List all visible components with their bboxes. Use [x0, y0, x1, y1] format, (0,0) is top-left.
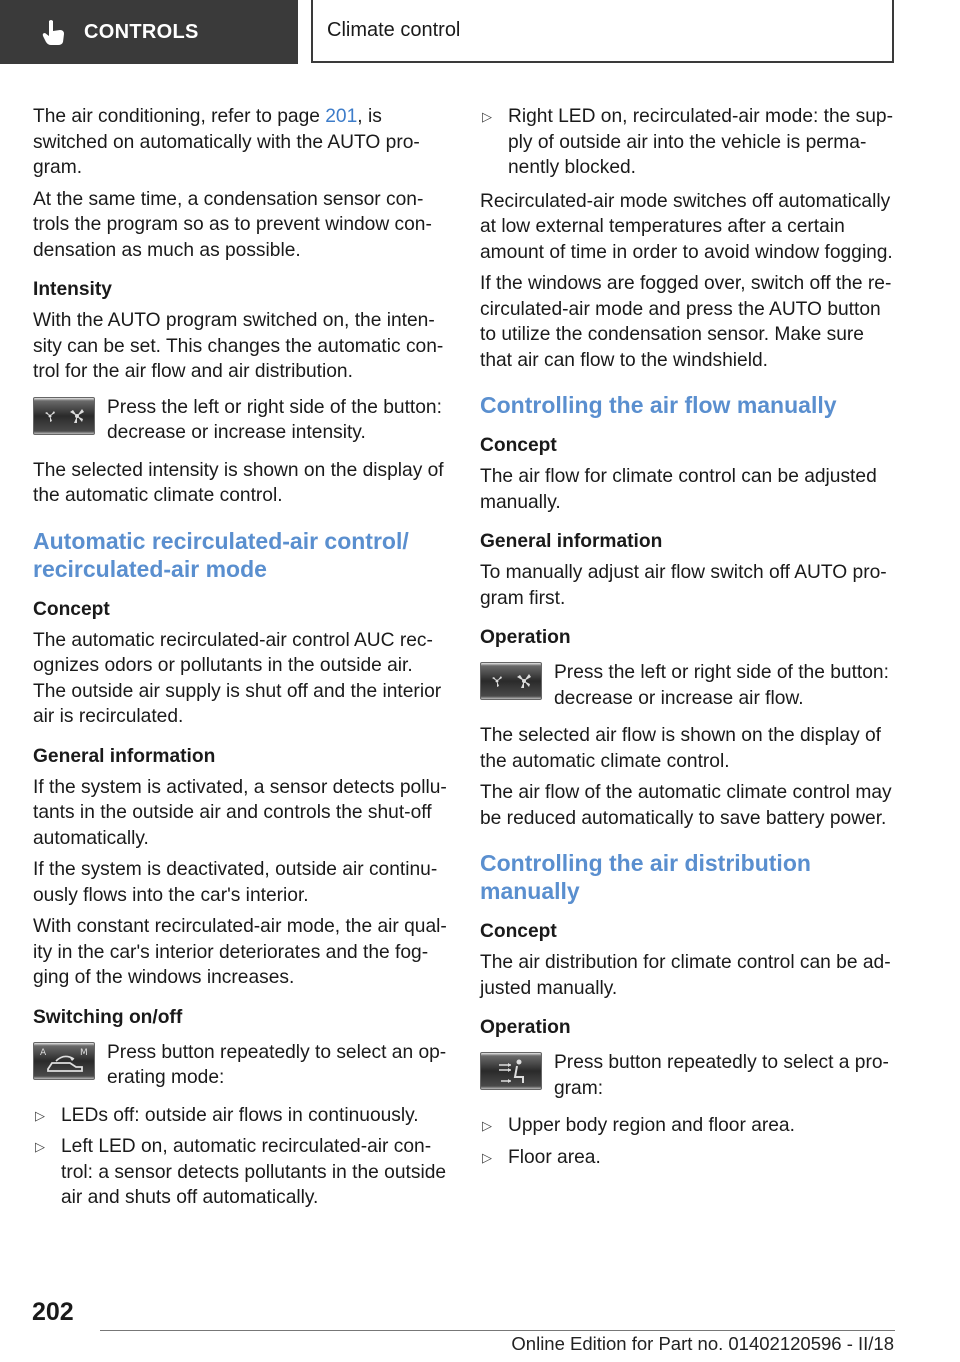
subheading-concept: Concept [480, 921, 557, 942]
hand-pointer-icon [40, 18, 66, 46]
paragraph: The selected air flow is shown on the display of the automatic climate control. [480, 725, 882, 772]
paragraph: To manually adjust air flow switch off AUTO program first. [480, 562, 887, 609]
list-item-text: LEDs off: outside air flows in continuously. [61, 1104, 419, 1126]
seated-person-airflow-icon [481, 1053, 541, 1089]
subheading-concept: Concept [33, 598, 110, 620]
triangle-bullet-icon: ▷ [482, 109, 492, 124]
air-flow-button-figure [480, 660, 894, 711]
text: , is switched on automatically with the AUTO program. [33, 106, 420, 178]
figure-caption: Press button repeatedly to select an operating mode: [107, 1041, 447, 1088]
paragraph: Recirculated-air mode switches off automatically at low external temperatures after a certain amount of time in order to avoid window fogging. [480, 190, 893, 263]
list-item [33, 1134, 447, 1211]
fan-icon [34, 398, 94, 434]
figure-caption: Press button repeatedly to select a program: [554, 1052, 889, 1099]
chapter-title-box [311, 0, 894, 63]
section-heading-air-flow: Controlling the air flow manually [480, 392, 837, 418]
list-item-text: Left LED on, automatic recirculated-air control: a sensor detects pollutants in the outside air and shuts off automatically. [61, 1136, 447, 1208]
left-column [33, 104, 447, 1219]
air-distribution-button-image [480, 1052, 542, 1090]
list-item [480, 1113, 894, 1139]
paragraph: If the system is activated, a sensor detects pollutants in the outside air and controls the shut-off automatically. [33, 776, 447, 849]
subheading-operation: Operation [480, 1017, 571, 1038]
paragraph: With constant recirculated-air mode, the air quality in the car's interior deteriorates and the fogging of the windows increases. [33, 916, 447, 988]
list-item [480, 1145, 894, 1171]
page-link[interactable]: 201 [325, 106, 358, 127]
car-recirculation-icon [34, 1043, 94, 1079]
edition-note: Online Edition for Part no. 01402120596 - II/18 [511, 1333, 894, 1354]
subheading-switching: Switching on/off [33, 1006, 183, 1028]
paragraph: The air distribution for climate control can be adjusted manually. [480, 952, 891, 999]
paragraph: If the windows are fogged over, switch off the recirculated-air mode and press the AUTO button to utilize the condensation sensor. Make sure that air can flow to the windshield. [480, 273, 892, 371]
triangle-bullet-icon: ▷ [35, 1139, 45, 1154]
triangle-bullet-icon: ▷ [482, 1149, 492, 1165]
svg-text:M: M [80, 1047, 88, 1058]
fan-icon [481, 663, 541, 699]
paragraph: The air flow for climate control can be adjusted manually. [480, 466, 877, 513]
paragraph: If the system is deactivated, outside air continuously flows into the car's interior. [33, 859, 438, 906]
section-tab-label: CONTROLS [84, 20, 199, 43]
paragraph [33, 104, 447, 181]
figure-caption: Press the left or right side of the button: decrease or increase intensity. [107, 396, 442, 443]
paragraph: With the AUTO program switched on, the intensity can be set. This changes the automatic control for the air flow and air distribution. [33, 310, 444, 382]
recirculation-button-figure [33, 1040, 447, 1091]
fan-button-image [33, 397, 95, 435]
subheading-operation: Operation [480, 627, 571, 648]
intensity-button-figure [33, 395, 447, 446]
page-number: 202 [32, 1298, 74, 1326]
mode-list-continued [480, 104, 894, 181]
fan-button-image [480, 662, 542, 700]
chapter-title: Climate control [327, 19, 461, 41]
paragraph: The selected intensity is shown on the display of the automatic climate control. [33, 459, 444, 506]
list-item-text: Floor area. [508, 1146, 601, 1168]
program-list [480, 1113, 894, 1170]
svg-text:A: A [40, 1047, 47, 1058]
air-distribution-button-figure [480, 1050, 894, 1101]
list-item-text: Right LED on, recirculated-air mode: the supply of outside air into the vehicle is permanently blocked. [508, 106, 893, 178]
text: The air conditioning, refer to page [33, 106, 326, 127]
subheading-concept: Concept [480, 435, 557, 456]
list-item [480, 104, 894, 181]
list-item [33, 1103, 447, 1129]
subheading-intensity: Intensity [33, 279, 112, 300]
recirculation-button-image [33, 1042, 95, 1080]
list-item-text: Upper body region and floor area. [508, 1115, 795, 1136]
section-heading-recirculated-air: Automatic recirculated-air control/ recirculated-air mode [33, 527, 409, 582]
figure-caption: Press the left or right side of the button: decrease or increase air flow. [554, 662, 889, 709]
mode-list [33, 1103, 447, 1211]
section-tab [0, 0, 298, 64]
footer-divider [100, 1330, 895, 1331]
section-heading-air-distribution: Controlling the air distribution manually [480, 850, 811, 904]
triangle-bullet-icon: ▷ [482, 1118, 492, 1133]
paragraph: The air flow of the automatic climate control may be reduced automatically to save battery power. [480, 782, 892, 829]
subheading-general-information: General information [480, 531, 663, 552]
triangle-bullet-icon: ▷ [35, 1107, 45, 1123]
paragraph: At the same time, a condensation sensor controls the program so as to prevent window condensation as much as possible. [33, 188, 432, 261]
subheading-general-information: General information [33, 745, 216, 767]
right-column [480, 104, 894, 1178]
paragraph: The automatic recirculated-air control AUC recognizes odors or pollutants in the outside air. The outside air supply is shut off and the interior air is recirculated. [33, 629, 442, 727]
